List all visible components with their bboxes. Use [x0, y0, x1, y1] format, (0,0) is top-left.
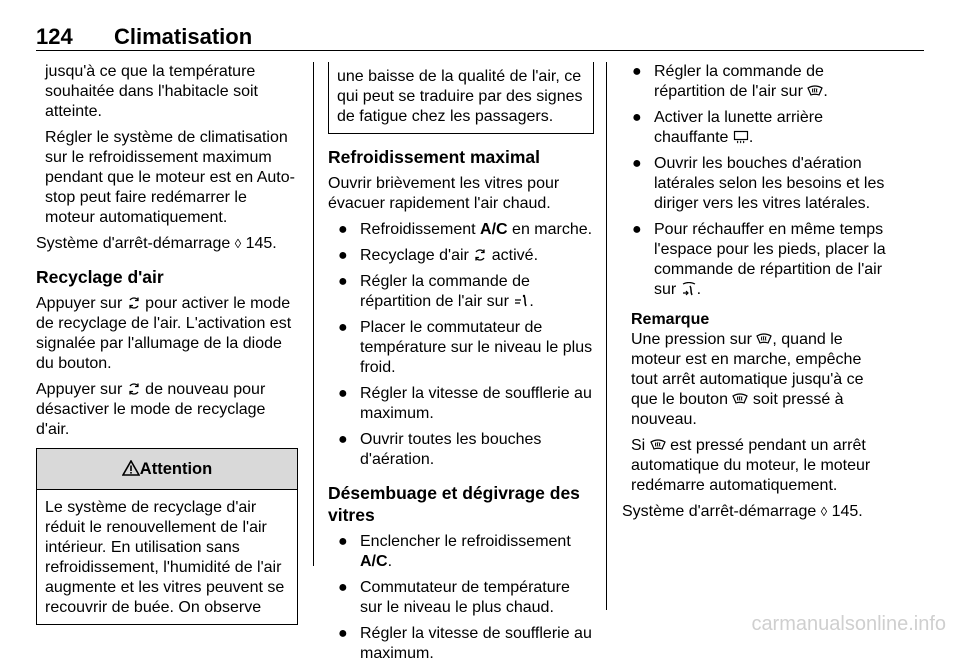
text: Commutateur de température sur le niveau le plus chaud. [360, 579, 570, 616]
text: . [823, 83, 828, 100]
list-item [328, 578, 594, 618]
paragraph: Régler le système de climatisation sur le refroidissement maximum pendant que le moteur est en Auto-stop peut faire redémarrer le moteur automatiquement. [45, 129, 295, 226]
air-distribution-windscreen-floor-icon [681, 282, 697, 296]
bullet: ● [632, 221, 642, 238]
page-header [36, 24, 924, 50]
windscreen-defrost-icon [807, 84, 823, 98]
text: Pour réchauffer en même temps l'espace pour les pieds, placer la commande de répartition de l'air sur [654, 221, 886, 298]
list-item [328, 624, 594, 664]
list-item [328, 430, 594, 470]
page-title: Climatisation [114, 24, 253, 49]
bullet: ● [338, 319, 348, 336]
paragraph: Ouvrir brièvement les vitres pour évacuer rapidement l'air chaud. [328, 175, 560, 212]
watermark: carmanualsonline.info [751, 613, 946, 635]
list-item [622, 108, 890, 148]
column-divider [606, 62, 607, 610]
bullet: ● [338, 385, 348, 402]
text: Activer la lunette arrière chauffante [654, 109, 823, 146]
list-item [328, 318, 594, 378]
text: Refroidissement [360, 221, 481, 238]
text: Recyclage d'air [360, 247, 474, 264]
text: de nouveau pour désactiver le mode de recyclage d'air. [36, 381, 266, 438]
text: , quand le moteur est en marche, empêche tout arrêt automatique jusqu'à ce que le bouton [631, 331, 864, 408]
ac-label: A/C [360, 553, 388, 570]
bullet: ● [338, 247, 348, 264]
text: pour activer le mode de recyclage de l'air. L'activation est signalée par l'allumage de la diode du bouton. [36, 295, 292, 372]
text: Régler la commande de répartition de l'air sur [360, 273, 530, 310]
section-heading: Refroidissement maximal [328, 147, 541, 167]
list-item [622, 154, 890, 214]
list-item [328, 532, 594, 572]
text: en marche. [507, 221, 593, 238]
text: Régler la vitesse de soufflerie au maximum. [360, 385, 592, 422]
bullet: ● [338, 579, 348, 596]
column-1 [36, 62, 298, 625]
section-heading: Désembuage et dégivrage des vitres [328, 483, 580, 525]
warning-box [36, 448, 298, 625]
text: . [748, 129, 754, 146]
paragraph [36, 294, 298, 374]
bullet: ● [632, 63, 642, 80]
bullet: ● [338, 533, 348, 550]
page-number: 124 [36, 24, 73, 49]
air-distribution-upper-icon [513, 294, 529, 308]
text: Ouvrir les bouches d'aération latérales selon les besoins et les diriger vers les vitres latérales. [654, 155, 885, 212]
list-item [622, 220, 890, 300]
ref-page[interactable]: 145. [241, 235, 277, 252]
bullet: ● [338, 273, 348, 290]
text: . [529, 293, 534, 310]
text: soit pressé à nouveau. [631, 391, 844, 428]
list-item [328, 384, 594, 424]
column-2 [328, 62, 594, 664]
column-divider [313, 62, 314, 566]
warning-title: Attention [139, 460, 213, 478]
windscreen-defrost-icon [756, 332, 772, 346]
text: Appuyer sur [36, 381, 127, 398]
remark-title: Remarque [631, 311, 710, 328]
bullet: ● [338, 221, 348, 238]
header-rule [36, 50, 924, 51]
warning-triangle-icon [122, 460, 140, 476]
warning-text: Le système de recyclage d'air réduit le renouvellement de l'air intérieur. En utilisation sans refroidissement, l'humidité de l'air augmente et les vitres peuvent se recouvrir de buée. On observe [45, 499, 285, 616]
cross-reference [622, 502, 890, 522]
text: est pressé pendant un arrêt automatique du moteur, le moteur redémarre automatiquement. [631, 437, 871, 494]
text: . [387, 553, 393, 570]
paragraph [36, 380, 298, 440]
remark-paragraph [622, 436, 890, 496]
ac-label: A/C [480, 221, 508, 238]
column-3 [622, 62, 890, 522]
bullet: ● [338, 625, 348, 642]
list-item [622, 62, 890, 102]
list-item [328, 220, 594, 240]
text: . [696, 281, 702, 298]
rear-window-heating-icon [733, 130, 749, 144]
text: Placer le commutateur de température sur le niveau le plus froid. [360, 319, 593, 376]
warning-box-continued: une baisse de la qualité de l'air, ce qui peut se traduire par des signes de fatigue chez les passagers. [328, 62, 594, 134]
list-item [328, 272, 594, 312]
ref-arrow-icon: ◊ [234, 236, 242, 251]
cross-reference [36, 234, 298, 254]
recirculation-icon [473, 248, 487, 262]
remark-paragraph [622, 330, 890, 430]
recirculation-icon [127, 296, 141, 310]
text: activé. [487, 247, 539, 264]
ref-text: Système d'arrêt-démarrage [622, 503, 821, 520]
warning-header [37, 449, 297, 490]
text: Si [631, 437, 650, 454]
windscreen-defrost-icon [732, 392, 748, 406]
text: Régler la vitesse de soufflerie au maximum. [360, 625, 592, 662]
text: Régler la commande de répartition de l'air sur [654, 63, 824, 100]
bullet: ● [632, 155, 642, 172]
recirculation-icon [127, 382, 141, 396]
list-item [328, 246, 594, 266]
ref-arrow-icon: ◊ [820, 504, 828, 519]
text: Une pression sur [631, 331, 757, 348]
ref-page[interactable]: 145. [827, 503, 863, 520]
text: Appuyer sur [36, 295, 127, 312]
bullet: ● [632, 109, 642, 126]
bullet: ● [338, 431, 348, 448]
text: Enclencher le refroidissement [360, 533, 571, 550]
paragraph: jusqu'à ce que la température souhaitée dans l'habitacle soit atteinte. [45, 63, 258, 120]
section-heading: Recyclage d'air [36, 267, 164, 287]
windscreen-defrost-icon [650, 438, 666, 452]
text: Ouvrir toutes les bouches d'aération. [360, 431, 542, 468]
ref-text: Système d'arrêt-démarrage [36, 235, 235, 252]
